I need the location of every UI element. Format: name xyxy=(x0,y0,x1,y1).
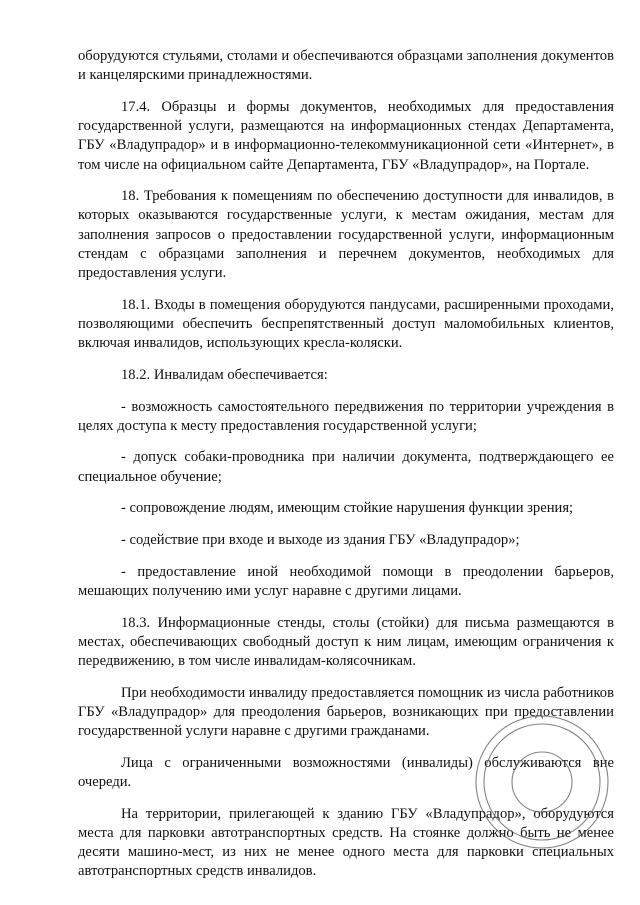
paragraph: 18.1. Входы в помещения оборудуются пандусами, расширенными проходами, позволяющими обеспечить беспрепятственный доступ маломобильных клиентов, включая инвалидов, использующих кресла-коляски. xyxy=(78,296,614,352)
paragraph: - сопровождение людям, имеющим стойкие нарушения функции зрения; xyxy=(121,500,574,517)
paragraph: - предоставление иной необходимой помощи в преодолении барьеров, мешающих получению ими услуг наравне с другими лицами. xyxy=(78,563,614,599)
official-stamp-seal xyxy=(468,708,616,856)
paragraph: Лица с ограниченными возможностями (инвалиды) обслуживаются вне очереди. xyxy=(78,754,614,791)
paragraph: 17.4. Образцы и формы документов, необходимых для предоставления государственной услуги, размещаются на информационных стендах Департамента, ГБУ «Владупрадор» и в информационно-телекоммуникационной сети «Интернет», в том числе на официальном сайте Департамента, ГБУ «Владупрадор», на Портале. xyxy=(78,98,614,173)
paragraph: 18. Требования к помещениям по обеспечению доступности для инвалидов, в которых оказываются государственные услуги, к местам ожидания, местам для заполнения запросов о предоставлении государственной услуги, информационным стендам с образцами заполнения и перечнем документов, необходимых для предоставления услуги. xyxy=(78,188,614,282)
paragraph: На территории, прилегающей к зданию ГБУ «Владупрадор», оборудуются места для парковки автотранспортных средств. На стоянке должно быть не менее десяти машино-мест, из них не менее одного места для парковки специальных автотранспортных средств инвалидов. xyxy=(78,805,614,880)
paragraph: 18.3. Информационные стенды, столы (стойки) для письма размещаются в местах, обеспечивающих свободный доступ к ним лицам, имеющим ограничения к передвижению, в том числе инвалидам-колясочникам. xyxy=(78,614,614,670)
paragraph: При необходимости инвалиду предоставляется помощник из числа работников ГБУ «Владупрадор» для преодоления барьеров, возникающих при предоставлении государственной услуги наравне с другими гражданами. xyxy=(78,684,614,740)
paragraph: оборудуются стульями, столами и обеспечиваются образцами заполнения документов и канцелярскими принадлежностями. xyxy=(78,48,614,84)
paragraph: - содействие при входе и выходе из здания ГБУ «Владупрадор»; xyxy=(121,532,520,549)
paragraph: - допуск собаки-проводника при наличии документа, подтверждающего ее специальное обучение; xyxy=(78,449,614,485)
paragraph: - возможность самостоятельного передвижения по территории учреждения в целях доступа к месту предоставления государственной услуги; xyxy=(78,398,614,434)
paragraph: 18.2. Инвалидам обеспечивается: xyxy=(121,366,328,383)
